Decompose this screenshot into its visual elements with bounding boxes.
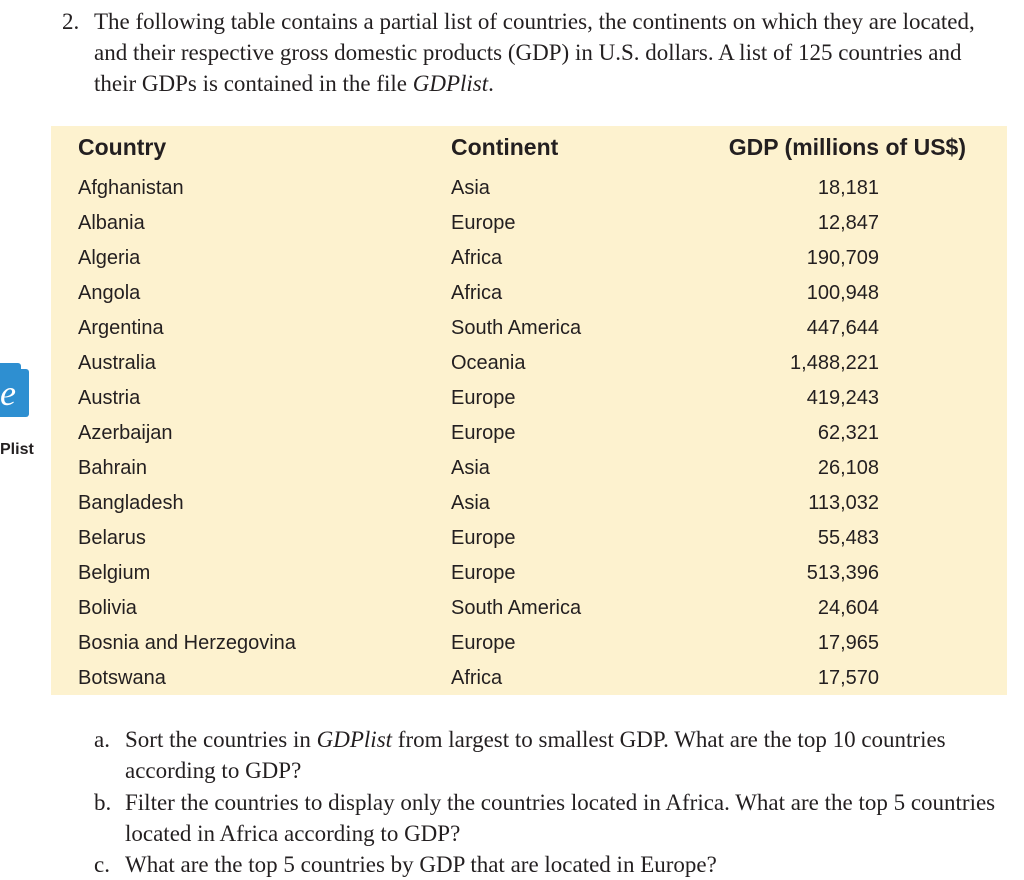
cell-gdp: 100,948	[806, 282, 879, 304]
cell-gdp: 447,644	[806, 317, 879, 339]
header-country: Country	[78, 134, 167, 160]
cell-continent: Europe	[451, 562, 516, 584]
cell-gdp: 113,032	[808, 492, 879, 514]
cell-continent: Europe	[451, 212, 516, 234]
question-intro-text: The following table contains a partial list of countries, the continents on which they are located, and their respective gross domestic products (GDP) in U.S. dollars. A list of 125 countries and their GDPs is contained in the file	[94, 9, 975, 96]
data-file-icon	[0, 369, 29, 417]
question-intro-end: .	[488, 71, 494, 96]
header-gdp: GDP (millions of US$)	[728, 134, 966, 160]
cell-country: Bahrain	[78, 457, 147, 479]
cell-gdp: 62,321	[817, 422, 879, 444]
cell-continent: Europe	[451, 632, 516, 654]
subquestion-a-letter: a.	[94, 727, 110, 752]
cell-continent: Europe	[451, 527, 516, 549]
cell-gdp: 26,108	[817, 457, 879, 479]
table-row	[51, 596, 1007, 631]
cell-gdp: 24,604	[817, 597, 879, 619]
header-continent: Continent	[451, 134, 559, 160]
cell-country: Azerbaijan	[78, 422, 173, 444]
cell-country: Bosnia and Herzegovina	[78, 632, 296, 654]
table-row	[51, 386, 1007, 421]
cell-continent: Europe	[451, 422, 516, 444]
subquestion-b-text: Filter the countries to display only the countries located in Africa. What are the top 5 countries located in Africa according to GDP?	[125, 790, 996, 846]
table-header	[51, 126, 1007, 170]
table-row	[51, 491, 1007, 526]
table-row	[51, 456, 1007, 491]
subquestion-a-filename: GDPlist	[316, 727, 393, 752]
table-row	[51, 631, 1007, 666]
table-row	[51, 561, 1007, 596]
cell-continent: South America	[451, 597, 582, 619]
cell-gdp: 55,483	[817, 527, 879, 549]
cell-country: Belarus	[78, 527, 146, 549]
cell-continent: Africa	[451, 282, 503, 304]
cell-continent: Oceania	[451, 352, 526, 374]
subquestion-c-text: What are the top 5 countries by GDP that are located in Europe?	[125, 852, 717, 877]
cell-gdp: 419,243	[806, 387, 879, 409]
table-row	[51, 316, 1007, 351]
cell-gdp: 17,570	[817, 667, 879, 689]
table-row	[51, 526, 1007, 561]
cell-country: Afghanistan	[78, 177, 184, 199]
cell-country: Austria	[78, 387, 141, 409]
cell-continent: Africa	[451, 247, 503, 269]
cell-gdp: 18,181	[817, 177, 879, 199]
cell-country: Australia	[78, 352, 156, 374]
cell-gdp: 12,847	[817, 212, 879, 234]
cell-country: Bangladesh	[78, 492, 184, 514]
cell-gdp: 17,965	[817, 632, 879, 654]
cell-country: Albania	[78, 212, 145, 234]
table-row	[51, 246, 1007, 281]
subquestion-a-after: from largest to smallest GDP. What are the top 10 countries according to GDP?	[125, 727, 946, 783]
question-filename: GDPlist	[412, 71, 489, 96]
cell-country: Argentina	[78, 317, 164, 339]
cell-country: Algeria	[78, 247, 141, 269]
cell-country: Botswana	[78, 667, 166, 689]
cell-continent: Africa	[451, 667, 503, 689]
data-file-icon-tab	[0, 363, 21, 369]
cell-continent: Asia	[451, 457, 490, 479]
cell-country: Belgium	[78, 562, 151, 584]
cell-country: Bolivia	[78, 597, 137, 619]
table-row	[51, 421, 1007, 456]
cell-continent: South America	[451, 317, 582, 339]
gdp-table	[51, 126, 1007, 695]
subquestion-a-before: Sort the countries in	[125, 727, 317, 752]
cell-gdp: 1,488,221	[790, 352, 879, 374]
table-row	[51, 351, 1007, 386]
question-text	[94, 6, 989, 99]
subquestion-c-letter: c.	[94, 852, 110, 877]
data-file-icon-glyph: e	[0, 373, 16, 413]
table-row	[51, 281, 1007, 316]
question-number: 2.	[62, 9, 80, 34]
subquestion-a-text	[125, 724, 1005, 786]
cell-gdp: 190,709	[806, 247, 879, 269]
table-row	[51, 666, 1007, 701]
cell-continent: Europe	[451, 387, 516, 409]
cell-country: Angola	[78, 282, 141, 304]
cell-gdp: 513,396	[806, 562, 879, 584]
data-file-label: Plist	[0, 441, 34, 458]
table-row	[51, 176, 1007, 211]
cell-continent: Asia	[451, 177, 490, 199]
table-row	[51, 211, 1007, 246]
subquestion-b-letter: b.	[94, 790, 112, 815]
cell-continent: Asia	[451, 492, 490, 514]
